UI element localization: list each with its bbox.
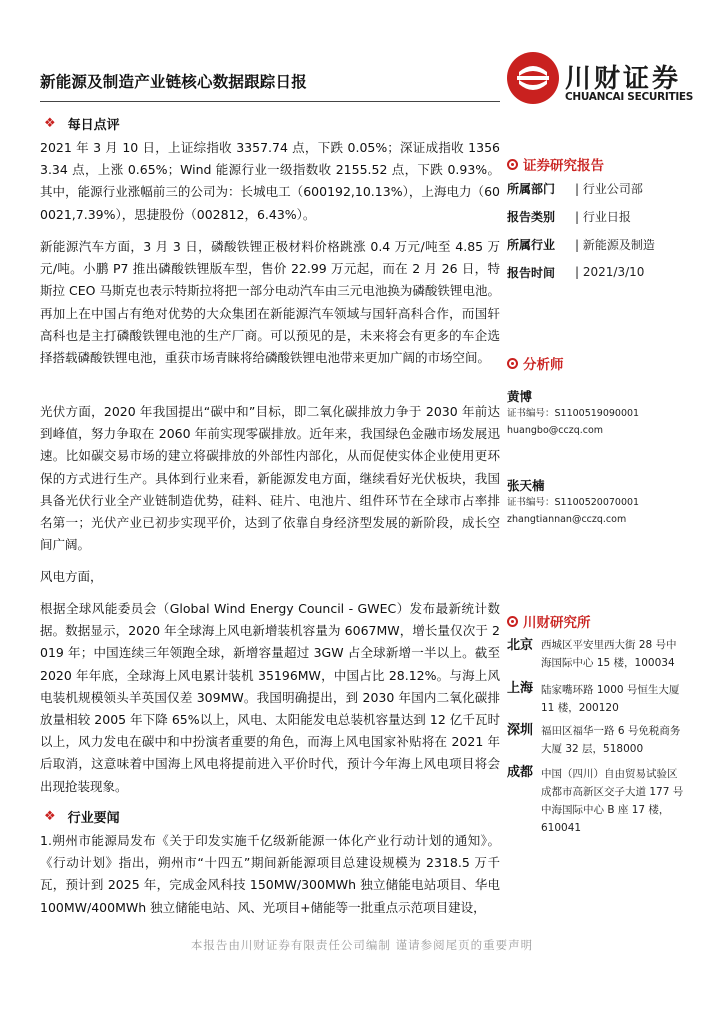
analyst-name: 黄博 [507, 389, 533, 404]
analyst-email[interactable]: zhangtiannan@cczq.com [507, 514, 627, 525]
bullet-circle-icon [507, 616, 518, 627]
page-title: 新能源及制造产业链核心数据跟踪日报 [40, 73, 307, 91]
section-industry-news [44, 807, 120, 826]
section-title: 每日点评 [67, 118, 120, 133]
paragraph-text: 新能源汽车方面，3 月 3 日，磷酸铁锂正极材料价格跳涨 0.4 万元/吨至 4.85 万元/吨。小鹏 P7 推出磷酸铁锂版车型，售价 22.99 万元起，而在 2 月 26 日，特斯拉 CEO 马斯克也表示特斯拉将把一部分电动汽车由三元电池换为磷酸铁锂电池。再加上在中国占有绝对优势的大众集团在新能源汽车领域与国轩高科合作，而国轩高科也是主打磷酸铁锂电池的生产厂商。可以预见的是，未来将会有更多的车企选择搭载磷酸铁锂电池，重获市场青睐将给磷酸铁锂电池带来更加广阔的市场空间。 [40, 239, 500, 366]
paragraph-text: 2021 年 3 月 10 日，上证综指收 3357.74 点，下跌 0.05%；深证成指收 13563.34 点，上涨 0.65%；Wind 能源行业一级指数收 2155.52 点，下跌 0.93%。其中，能源行业涨幅前三的公司为：长城电工（600192,10.13%），上海电力（600021,7.39%），思捷股份（002812，6.43%）。 [40, 140, 500, 222]
diamond-icon: ❖ [44, 116, 56, 131]
paragraph-ev [40, 236, 500, 369]
paragraph-market [40, 137, 500, 226]
section-daily-comment [44, 114, 120, 133]
info-row: 报告时间 | 2021/3/10 [507, 265, 645, 280]
paragraph-wind-intro [40, 566, 500, 588]
paragraph-wind [40, 598, 500, 798]
info-row: 所属行业 | 新能源及制造 [507, 237, 655, 252]
office-address: 中国（四川）自由贸易试验区成都市高新区交子大道 177 号中海国际中心 B 座 17 楼，610041 [541, 768, 684, 834]
paragraph-text: 光伏方面，2020 年我国提出“碳中和”目标，即二氧化碳排放力争于 2030 年前达到峰值，努力争取在 2060 年前实现零碳排放。近年来，我国绿色金融市场发展迅速。比如碳交易市场的建立将碳排放的外部性内部化，从而促使实体企业使用更环保的方式进行生产。具体到行业来看，新能源发电方面，继续看好光伏板块，我国具备光伏行业全产业链制造优势，硅料、硅片、电池片、组件环节在全球市占率排名第一；光伏产业已初步实现平价，达到了依靠自身经济型发展的新阶段，成长空间广阔。 [40, 404, 500, 553]
office-city: 深圳 [507, 723, 534, 738]
analyst-card [507, 476, 639, 528]
office-address: 西城区平安里西大街 28 号中海国际中心 15 楼，100034 [541, 639, 677, 669]
analyst-cert: 证书编号：S1100519090001 [507, 408, 640, 419]
paragraph-news-1 [40, 830, 500, 919]
office-address: 陆家嘴环路 1000 号恒生大厦 11 楼，200120 [541, 684, 680, 714]
analyst-card [507, 387, 639, 439]
analyst-email[interactable]: huangbo@cczq.com [507, 425, 604, 436]
analyst-cert: 证书编号：S1100520070001 [507, 497, 640, 508]
paragraph-text: 风电方面， [40, 569, 103, 584]
section-title: 行业要闻 [67, 811, 120, 826]
bullet-circle-icon [507, 159, 518, 170]
paragraph-pv [40, 401, 500, 556]
logo-text: 川财证券 [565, 64, 682, 94]
logo-subtitle: CHUANCAI SECURITIES [565, 91, 694, 103]
info-row: 所属部门 | 行业公司部 [507, 181, 643, 196]
footer-disclaimer: 本报告由川财证券有限责任公司编制 谨请参阅尾页的重要声明 [190, 938, 534, 952]
office-address: 福田区福华一路 6 号免税商务大厦 32 层，518000 [541, 725, 681, 755]
bullet-circle-icon [507, 358, 518, 369]
report-heading: 证券研究报告 [507, 154, 604, 174]
institute-heading: 川财研究所 [507, 611, 591, 631]
report-info-table [507, 174, 655, 286]
paragraph-text: 根据全球风能委员会（Global Wind Energy Council - GWEC）发布最新统计数据。数据显示，2020 年全球海上风电新增装机容量为 6067MW，增长量仅次于 2019 年；中国连续三年领跑全球，新增容量超过 3GW 占全球新增一半以上。截至 2020 年年底，全球海上风电累计装机 35196MW，中国占比 28.12%。与海上风电装机规模领头羊英国仅差 309MW。我国明确提出，到 2030 年国内二氧化碳排放量相较 2005 年下降 65%以上，风电、太阳能发电总装机容量达到 12 亿千瓦时以上，风力发电在碳中和中扮演者重要的角色，而海上风电国家补贴将在 2021 年后取消，这意味着中国海上风电将提前进入平价时代，预计今年海上风电项目将会出现抢装现象。 [40, 601, 500, 794]
office-city: 北京 [507, 638, 534, 653]
header-divider [40, 101, 500, 102]
office-city: 上海 [507, 681, 534, 696]
info-row: 报告类别 | 行业日报 [507, 209, 631, 224]
paragraph-text: 1.朔州市能源局发布《关于印发实施千亿级新能源一体化产业行动计划的通知》。《行动计划》指出，朔州市“十四五”期间新能源项目总建设规模为 2318.5 万千瓦，预计到 2025 年，完成金风科技 150MW/300MWh 独立储能电站项目、华电 100MW/400MWh 独立储能电站、风、光项目+储能等一批重点示范项目建设， [40, 833, 500, 915]
diamond-icon: ❖ [44, 809, 56, 824]
chuancai-logo-icon [505, 50, 561, 106]
office-city: 成都 [507, 765, 534, 780]
analyst-heading: 分析师 [507, 353, 564, 373]
analyst-name: 张天楠 [507, 478, 545, 493]
